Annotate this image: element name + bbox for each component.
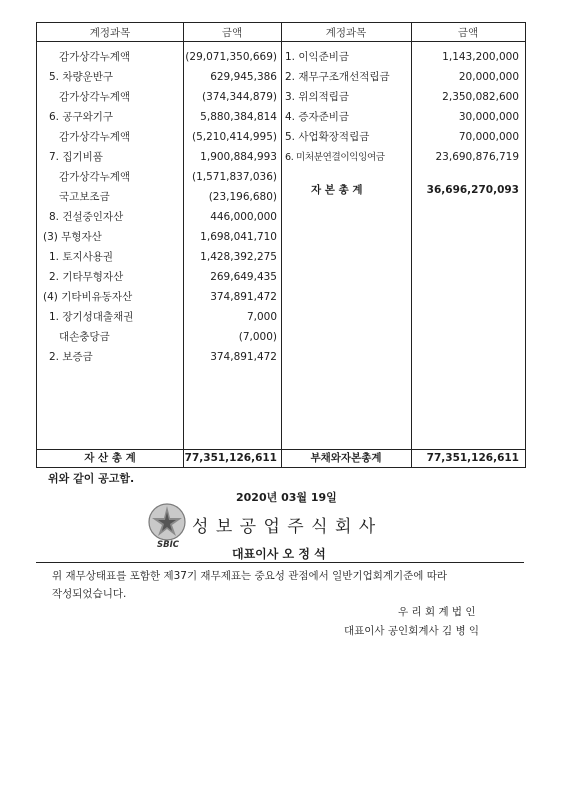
- account-name: (3) 무형자산: [43, 231, 102, 243]
- table-row: [37, 69, 281, 86]
- assets-total-amount: 77,351,126,611: [184, 452, 277, 464]
- amount: (5,210,414,995): [191, 131, 277, 143]
- account-name: 1. 장기성대출채권: [49, 311, 134, 323]
- table-row: [37, 349, 281, 366]
- table-row: [281, 49, 525, 66]
- account-name: 대손충당금: [59, 331, 110, 343]
- table-row: [281, 129, 525, 146]
- table-row: [281, 69, 525, 86]
- auditor-name: 대표이사 공인회계사 김 병 익: [344, 625, 480, 637]
- account-name: 감가상각누계액: [59, 51, 131, 63]
- equity-total-amount: 36,696,270,093: [426, 184, 519, 196]
- liab-equity-total-label: 부채와자본총계: [310, 452, 382, 464]
- amount: (374,344,879): [202, 91, 277, 103]
- table-row: [37, 89, 281, 106]
- equity-total-label: 자 본 총 계: [311, 184, 363, 196]
- amount: 374,891,472: [210, 291, 277, 303]
- account-name: 1. 이익준비금: [285, 51, 350, 63]
- table-row: [37, 229, 281, 246]
- table-row: [281, 89, 525, 106]
- account-name: 6. 미처분연결이익잉여금: [285, 152, 385, 163]
- amount: 446,000,000: [210, 211, 277, 223]
- table-row: [281, 149, 525, 166]
- account-name: 2. 보증금: [49, 351, 93, 363]
- amount: 20,000,000: [458, 71, 519, 83]
- notice-text: 위와 같이 공고함.: [48, 472, 135, 485]
- account-name: 5. 차량운반구: [49, 71, 114, 83]
- account-name: 7. 집기비품: [49, 151, 103, 163]
- table-row: [37, 269, 281, 286]
- table-row: [37, 49, 281, 66]
- amount: 629,945,386: [210, 71, 277, 83]
- amount: 1,428,392,275: [200, 251, 277, 263]
- amount: 269,649,435: [210, 271, 277, 283]
- amount: (1,571,837,036): [191, 171, 277, 183]
- amount: 30,000,000: [458, 111, 519, 123]
- table-row: [281, 109, 525, 126]
- table-row: [37, 329, 281, 346]
- amount: 2,350,082,600: [442, 91, 519, 103]
- amount: 1,698,041,710: [200, 231, 277, 243]
- amount: 374,891,472: [210, 351, 277, 363]
- table-row: [37, 149, 281, 166]
- table-row: [37, 249, 281, 266]
- header-left-amount: 금액: [221, 27, 243, 39]
- balance-sheet-table: [36, 22, 526, 468]
- table-row: [37, 169, 281, 186]
- amount: 7,000: [246, 311, 277, 323]
- amount: (29,071,350,669): [185, 51, 277, 63]
- account-name: 4. 증자준비금: [285, 111, 350, 123]
- amount: 70,000,000: [458, 131, 519, 143]
- account-name: 3. 위의적립금: [285, 91, 350, 103]
- date-text: 2020년 03월 19일: [236, 491, 337, 504]
- company-logo: [146, 502, 188, 554]
- header-divider: [37, 41, 525, 42]
- header-right-account: 계정과목: [325, 27, 367, 39]
- table-row: [37, 289, 281, 306]
- account-name: 6. 공구와기구: [49, 111, 114, 123]
- audit-divider: [36, 562, 524, 563]
- amount: 5,880,384,814: [200, 111, 277, 123]
- ceo-name: 대표이사 오 정 석: [232, 547, 326, 561]
- account-name: 2. 재무구조개선적립금: [285, 71, 390, 83]
- account-name: 2. 기타무형자산: [49, 271, 124, 283]
- assets-total-label: 자 산 총 계: [84, 452, 136, 464]
- table-row: [37, 189, 281, 206]
- logo-text: SBIC: [156, 540, 179, 550]
- equity-total-row: [281, 182, 525, 199]
- company-name: 성 보 공 업 주 식 회 사: [192, 517, 377, 537]
- amount: 23,690,876,719: [435, 151, 519, 163]
- account-name: 감가상각누계액: [59, 171, 131, 183]
- account-name: (4) 기타비유동자산: [43, 291, 133, 303]
- account-name: 국고보조금: [59, 191, 110, 203]
- account-name: 8. 건설중인자산: [49, 211, 124, 223]
- account-name: 5. 사업확장적립금: [285, 131, 370, 143]
- account-name: 감가상각누계액: [59, 91, 131, 103]
- header-left-account: 계정과목: [89, 27, 131, 39]
- audit-firm: 우 리 회 계 법 인: [398, 606, 476, 618]
- header-right-amount: 금액: [457, 27, 479, 39]
- amount: (23,196,680): [208, 191, 277, 203]
- table-row: [37, 209, 281, 226]
- audit-line-1: 위 재무상태표를 포함한 제37기 재무제표는 중요성 관점에서 일반기업회계기준에 따라: [52, 570, 448, 582]
- liab-equity-total-amount: 77,351,126,611: [426, 452, 519, 464]
- table-row: [37, 109, 281, 126]
- table-row: [37, 309, 281, 326]
- table-row: [37, 129, 281, 146]
- amount: (7,000): [238, 331, 277, 343]
- account-name: 1. 토지사용권: [49, 251, 114, 263]
- amount: 1,900,884,993: [200, 151, 277, 163]
- account-name: 감가상각누계액: [59, 131, 131, 143]
- audit-line-2: 작성되었습니다.: [52, 588, 127, 600]
- amount: 1,143,200,000: [442, 51, 519, 63]
